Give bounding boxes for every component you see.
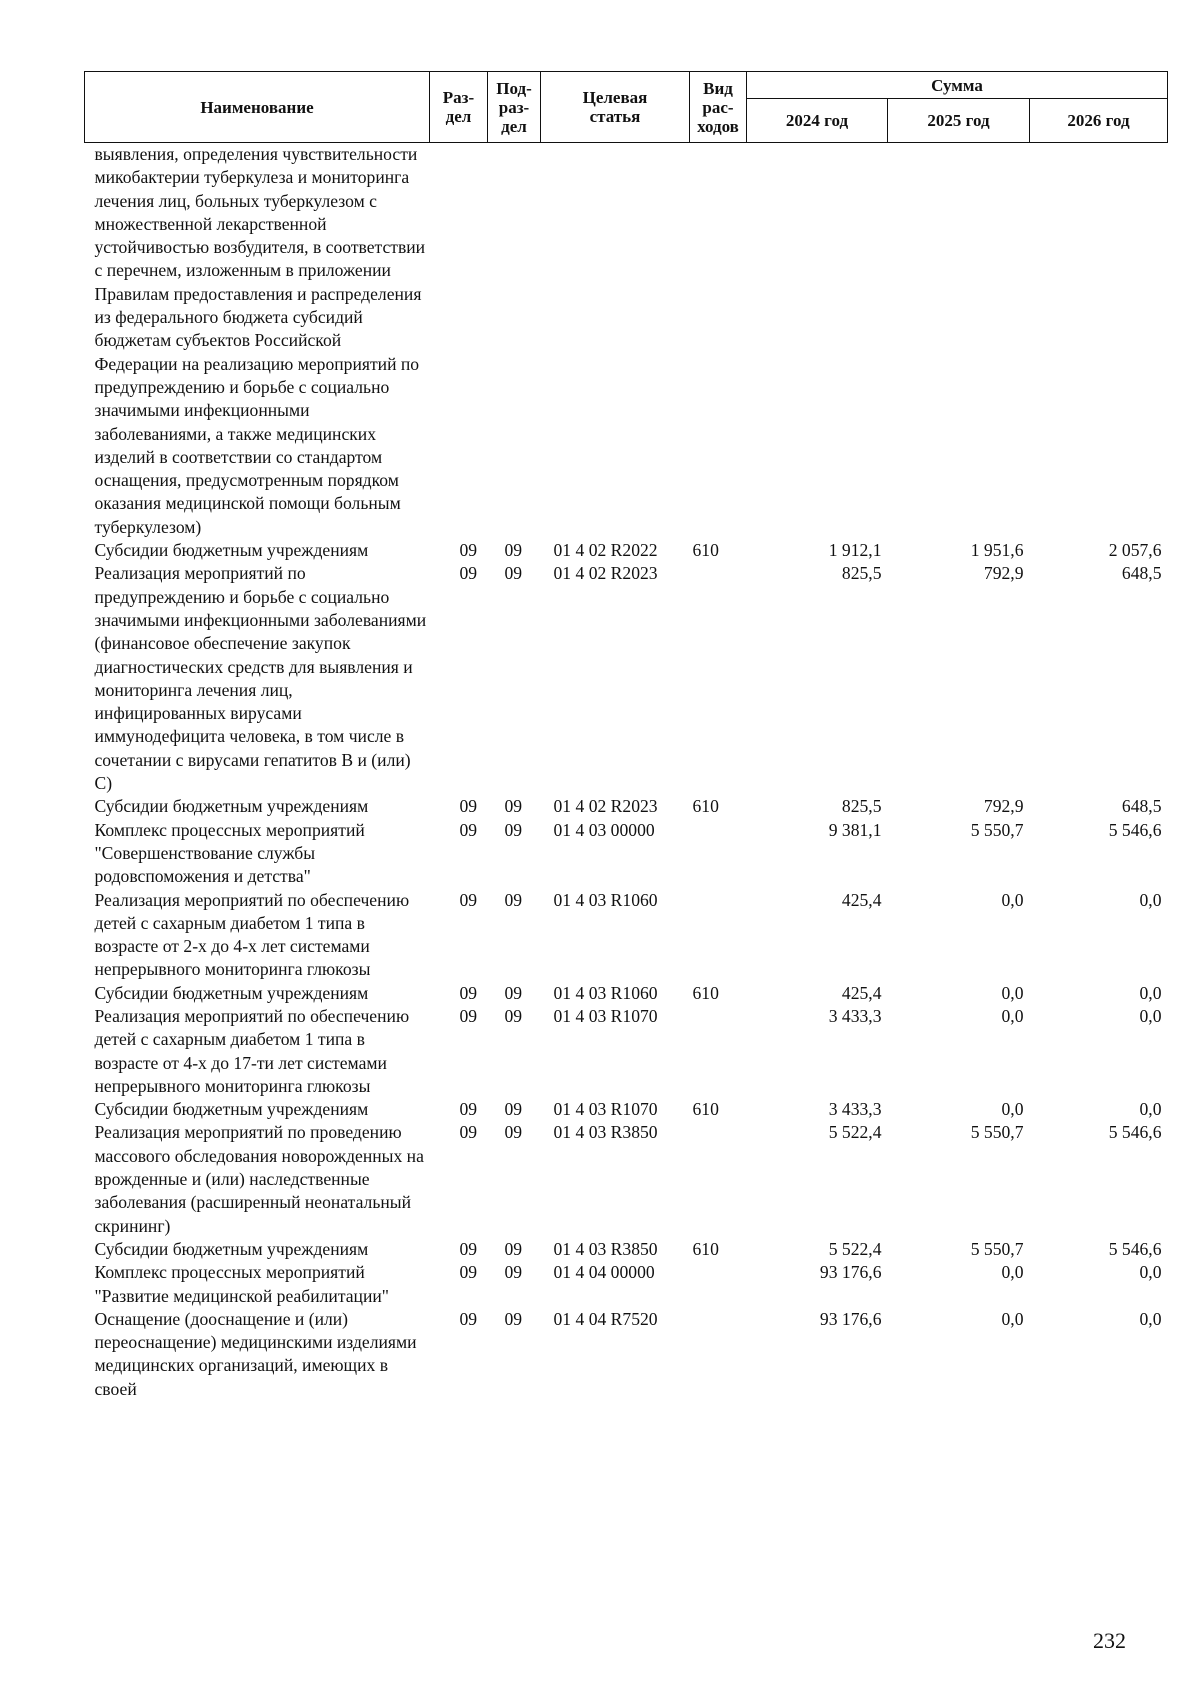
table-row [85,1308,1168,1401]
row-target-article: 01 4 02 R2022 [553,540,658,561]
row-expense-type [690,1261,747,1308]
row-podrazdel: 09 [504,1308,523,1329]
row-target-article: 01 4 03 R3850 [553,1122,658,1143]
row-expense-type [690,889,747,982]
row-razdel: 09 [459,1308,478,1329]
row-amount-2026: 5 546,6 [1108,819,1162,840]
row-razdel [430,143,488,540]
row-target-article [541,143,690,540]
header-razdel: Раз- дел [430,72,488,143]
row-expense-type: 610 [692,982,719,1003]
row-amount-2026 [1030,143,1168,540]
row-podrazdel: 09 [504,1238,523,1259]
table-row [85,1238,1168,1261]
row-razdel: 09 [459,796,478,817]
row-amount-2025: 0,0 [1001,982,1024,1003]
row-target-article: 01 4 04 00000 [553,1262,655,1283]
header-name: Наименование [85,72,430,143]
row-expense-type [690,1005,747,1098]
row-expense-type [690,1121,747,1237]
table-row [85,562,1168,795]
row-name: Субсидии бюджетным учреждениям [94,1099,369,1120]
row-amount-2025: 1 951,6 [970,540,1024,561]
header-summa: Сумма [747,72,1168,99]
row-name: Субсидии бюджетным учреждениям [94,982,369,1003]
row-target-article: 01 4 03 R1070 [553,1099,658,1120]
row-amount-2026: 0,0 [1139,889,1162,910]
row-amount-2025: 0,0 [1001,1099,1024,1120]
row-razdel: 09 [459,1262,478,1283]
table-row [85,819,1168,889]
row-amount-2025: 0,0 [1001,1005,1024,1026]
row-amount-2025 [888,143,1030,540]
row-amount-2025: 792,9 [983,563,1024,584]
row-amount-2026: 0,0 [1139,982,1162,1003]
row-name: Субсидии бюджетным учреждениям [94,1238,369,1259]
row-amount-2024: 3 433,3 [828,1005,882,1026]
row-name: выявления, определения чувствительности микобактерии туберкулеза и мониторинга лечения лиц, больных туберкулезом с множественной лекарственной устойчивостью возбудителя, в соответствии с перечнем, изложенным в приложении Правилам предоставления и распределения из федерального бюджета субсидий бюджетам субъектов Российской Федерации на реализацию мероприятий по предупреждению и борьбе с социально значимыми инфекционными заболеваниями, а также медицинских изделий в соответствии со стандартом оснащения, предусмотренным порядком оказания медицинской помощи больным туберкулезом) [94,144,426,537]
row-amount-2024: 425,4 [841,889,882,910]
row-expense-type: 610 [692,796,719,817]
row-amount-2024 [747,143,888,540]
row-podrazdel: 09 [504,563,523,584]
row-amount-2024: 93 176,6 [819,1262,882,1283]
row-name: Субсидии бюджетным учреждениям [94,540,369,561]
row-target-article: 01 4 03 R1060 [553,982,658,1003]
header-2025: 2025 год [888,99,1030,143]
row-name: Оснащение (дооснащение и (или) переоснащение) медицинскими изделиями медицинских организаций, имеющих в своей [94,1308,417,1399]
row-target-article: 01 4 02 R2023 [553,563,658,584]
row-podrazdel: 09 [504,796,523,817]
row-amount-2024: 3 433,3 [828,1099,882,1120]
row-target-article: 01 4 03 R3850 [553,1238,658,1259]
row-razdel: 09 [459,819,478,840]
table-body [85,143,1168,1402]
table-row [85,1121,1168,1237]
budget-table [84,71,1168,1401]
row-amount-2025: 792,9 [983,796,1024,817]
table-row [85,143,1168,540]
row-amount-2024: 93 176,6 [819,1308,882,1329]
row-expense-type [690,143,747,540]
row-amount-2025: 0,0 [1001,1308,1024,1329]
row-amount-2026: 5 546,6 [1108,1238,1162,1259]
row-podrazdel: 09 [504,982,523,1003]
row-name: Комплекс процессных мероприятий "Совершенствование службы родовспоможения и детства" [94,819,365,887]
row-podrazdel: 09 [504,540,523,561]
row-name: Комплекс процессных мероприятий "Развитие медицинской реабилитации" [94,1262,389,1306]
row-podrazdel: 09 [504,1262,523,1283]
row-razdel: 09 [459,889,478,910]
row-razdel: 09 [459,540,478,561]
row-expense-type [690,562,747,795]
row-podrazdel: 09 [504,889,523,910]
table-row [85,1261,1168,1308]
row-amount-2026: 5 546,6 [1108,1122,1162,1143]
table-header [85,72,1168,143]
row-amount-2024: 5 522,4 [828,1238,882,1259]
row-razdel: 09 [459,1099,478,1120]
row-target-article: 01 4 04 R7520 [553,1308,658,1329]
row-razdel: 09 [459,1238,478,1259]
row-name: Реализация мероприятий по обеспечению детей с сахарным диабетом 1 типа в возрасте от 4-х до 17-ти лет системами непрерывного мониторинга глюкозы [94,1005,410,1096]
row-name: Реализация мероприятий по обеспечению детей с сахарным диабетом 1 типа в возрасте от 2-х до 4-х лет системами непрерывного мониторинга глюкозы [94,889,410,980]
row-amount-2024: 825,5 [841,563,882,584]
row-razdel: 09 [459,1122,478,1143]
table-row [85,1005,1168,1098]
row-amount-2026: 0,0 [1139,1308,1162,1329]
row-target-article: 01 4 03 R1060 [553,889,658,910]
header-2026: 2026 год [1030,99,1168,143]
row-podrazdel [488,143,541,540]
row-amount-2026: 648,5 [1121,796,1162,817]
row-amount-2024: 5 522,4 [828,1122,882,1143]
row-podrazdel: 09 [504,1122,523,1143]
row-amount-2026: 0,0 [1139,1099,1162,1120]
row-podrazdel: 09 [504,1005,523,1026]
row-amount-2025: 5 550,7 [970,819,1024,840]
row-expense-type: 610 [692,540,719,561]
row-amount-2026: 0,0 [1139,1005,1162,1026]
row-amount-2025: 0,0 [1001,1262,1024,1283]
header-podrazdel: Под- раз- дел [488,72,541,143]
table-row [85,982,1168,1005]
row-name: Субсидии бюджетным учреждениям [94,796,369,817]
row-name: Реализация мероприятий по проведению массового обследования новорожденных на врожденные и (или) наследственные заболевания (расширенный неонатальный скрининг) [94,1122,424,1236]
table-row [85,539,1168,562]
row-amount-2025: 0,0 [1001,889,1024,910]
row-razdel: 09 [459,1005,478,1026]
row-podrazdel: 09 [504,819,523,840]
page-number: 232 [1093,1628,1126,1653]
row-podrazdel: 09 [504,1099,523,1120]
row-razdel: 09 [459,982,478,1003]
row-amount-2026: 0,0 [1139,1262,1162,1283]
row-target-article: 01 4 03 00000 [553,819,655,840]
row-target-article: 01 4 03 R1070 [553,1005,658,1026]
row-expense-type: 610 [692,1099,719,1120]
row-amount-2026: 2 057,6 [1108,540,1162,561]
row-expense-type [690,1308,747,1401]
header-2024: 2024 год [747,99,888,143]
row-amount-2024: 425,4 [841,982,882,1003]
row-amount-2024: 1 912,1 [828,540,882,561]
row-amount-2024: 9 381,1 [828,819,882,840]
row-amount-2024: 825,5 [841,796,882,817]
table-row [85,889,1168,982]
row-amount-2025: 5 550,7 [970,1238,1024,1259]
row-expense-type [690,819,747,889]
row-target-article: 01 4 02 R2023 [553,796,658,817]
row-amount-2025: 5 550,7 [970,1122,1024,1143]
header-vid: Вид рас- ходов [690,72,747,143]
table-row [85,795,1168,818]
row-name: Реализация мероприятий по предупреждению и борьбе с социально значимыми инфекционными заболеваниями (финансовое обеспечение закупок диагностических средств для выявления и мониторинга лечения лиц, инфицированных вирусами иммунодефицита человека, в том числе в сочетании с вирусами гепатитов В и (или) С) [94,563,427,794]
header-target: Целевая статья [541,72,690,143]
row-amount-2026: 648,5 [1121,563,1162,584]
row-razdel: 09 [459,563,478,584]
row-expense-type: 610 [692,1238,719,1259]
table-row [85,1098,1168,1121]
